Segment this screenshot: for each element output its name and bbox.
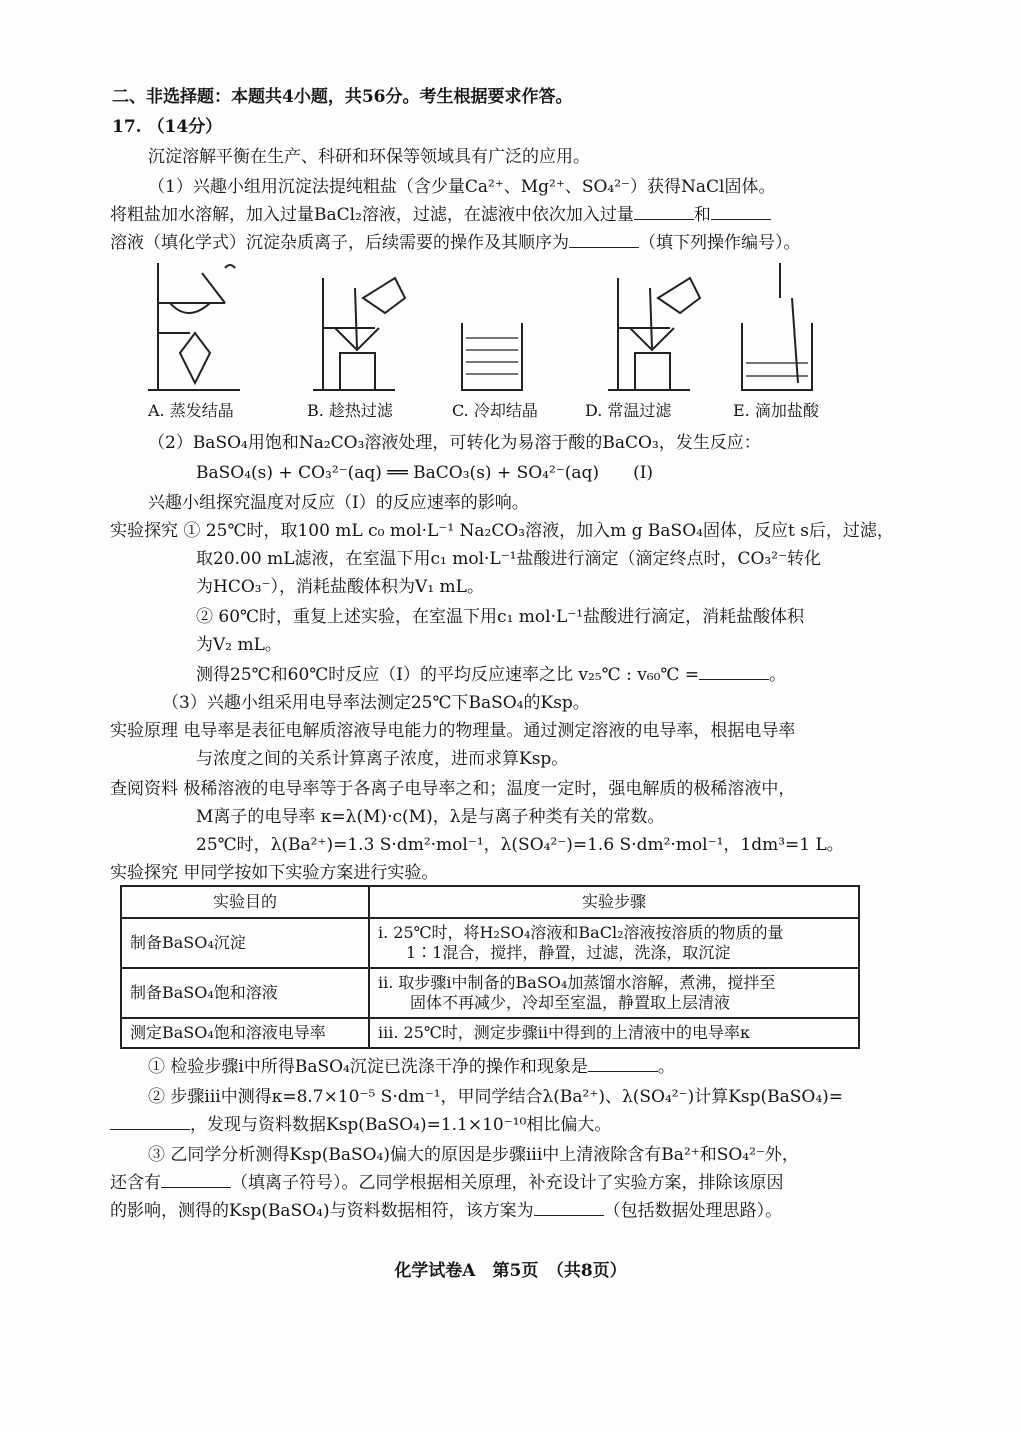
question3-line3	[110, 1200, 782, 1222]
question3-line1: ③ 乙同学分析测得Ksp(BaSO₄)偏大的原因是步骤iii中上清液除含有Ba²⁺和SO₄²⁻外，	[148, 1145, 799, 1165]
apparatus-drawings	[130, 258, 850, 393]
experiment1-line1: 实验探究 ① 25℃时，取100 mL c₀ mol·L⁻¹ Na₂CO₃溶液，加入m g BaSO₄固体，反应t s后，过滤，	[110, 521, 894, 541]
reaction-equation: BaSO₄(s) + CO₃²⁻(aq) ══ BaCO₃(s) + SO₄²⁻(aq) (I)	[196, 463, 654, 483]
question3-text: 还含有	[110, 1173, 161, 1193]
evaporation-apparatus	[148, 263, 240, 390]
table-row	[121, 1018, 859, 1048]
question3-text: （包括数据处理思路）。	[603, 1201, 783, 1221]
answer-blank[interactable]	[569, 247, 639, 248]
part1-line3-text: 溶液（填化学式）沉淀杂质离子，后续需要的操作及其顺序为	[110, 233, 569, 253]
question3-text: 的影响，测得的Ksp(BaSO₄)与资料数据相符，该方案为	[110, 1201, 534, 1221]
reference-line2: M离子的电导率 κ=λ(M)·c(M)，λ是与离子种类有关的常数。	[196, 807, 665, 827]
table-row	[121, 918, 859, 968]
table-cell-purpose: 测定BaSO₄饱和溶液电导率	[121, 1018, 369, 1048]
question3-line2	[110, 1172, 784, 1194]
caption-b: B. 趁热过滤	[307, 401, 393, 420]
caption-d: D. 常温过滤	[585, 401, 672, 420]
part3-line1: （3）兴趣小组采用电导率法测定25℃下BaSO₄的Ksp。	[162, 693, 590, 713]
table-header-row	[121, 886, 859, 918]
dropper-beaker	[742, 263, 812, 390]
step-line: 1∶1混合，搅拌，静置，过滤，洗涤，取沉淀	[406, 943, 731, 962]
table-cell-step	[369, 1018, 859, 1048]
rate-ratio-line: 测得25℃和60℃时反应（I）的平均反应速率之比 v₂₅℃ : v₆₀℃ = 。	[196, 665, 787, 685]
table-header: 实验目的	[121, 886, 369, 918]
part1-line1: （1）兴趣小组用沉淀法提纯粗盐（含少量Ca²⁺、Mg²⁺、SO₄²⁻）获得NaCl固体。	[148, 177, 776, 197]
reference-line3: 25℃时，λ(Ba²⁺)=1.3 S·dm²·mol⁻¹，λ(SO₄²⁻)=1.6 S·dm²·mol⁻¹，1dm³=1 L。	[196, 835, 844, 855]
experiment2-line1: ② 60℃时，重复上述实验，在室温下用c₁ mol·L⁻¹盐酸进行滴定，消耗盐酸体积	[196, 607, 805, 627]
hot-filtration-apparatus	[313, 278, 405, 390]
question-number: 17. （14分）	[112, 117, 223, 137]
answer-blank[interactable]	[711, 219, 771, 220]
experiment1-line2: 取20.00 mL滤液，在室温下用c₁ mol·L⁻¹盐酸进行滴定（滴定终点时，CO₃²⁻转化	[196, 549, 822, 569]
part2-line1: （2）BaSO₄用饱和Na₂CO₃溶液处理，可转化为易溶于酸的BaCO₃，发生反应：	[148, 433, 761, 453]
page-footer: 化学试卷A 第5页 （共8页）	[394, 1261, 627, 1281]
part1-line2	[110, 204, 771, 226]
caption-c: C. 冷却结晶	[452, 401, 538, 420]
step-line: i. 25℃时，将H₂SO₄溶液和BaCl₂溶液按溶质的物质的量	[378, 923, 784, 942]
part1-line3-tail: （填下列操作编号）。	[639, 233, 801, 253]
experiment-table	[120, 885, 860, 1049]
step-line: 固体不再减少，冷却至室温，静置取上层清液	[410, 993, 731, 1012]
part1-and: 和	[693, 205, 711, 225]
answer-blank[interactable]	[110, 1129, 190, 1130]
answer-blank[interactable]	[634, 219, 694, 220]
experiment2-line2: 为V₂ mL。	[196, 635, 282, 655]
question2-line1: ② 步骤iii中测得κ=8.7×10⁻⁵ S·dm⁻¹，甲同学结合λ(Ba²⁺)、λ(SO₄²⁻)计算Ksp(BaSO₄)=	[148, 1087, 844, 1107]
answer-blank[interactable]	[699, 679, 769, 680]
question1-text: ① 检验步骤i中所得BaSO₄沉淀已洗涤干净的操作和现象是	[148, 1057, 588, 1077]
section-heading: 二、非选择题：本题共4小题，共56分。考生根据要求作答。	[112, 87, 573, 107]
table-cell-purpose: 制备BaSO₄沉淀	[121, 918, 369, 968]
table-cell-step	[369, 918, 859, 968]
part1-line2-text: 将粗盐加水溶解，加入过量BaCl₂溶液，过滤，在滤液中依次加入过量	[110, 205, 634, 225]
answer-blank[interactable]	[534, 1215, 604, 1216]
table-cell-purpose: 制备BaSO₄饱和溶液	[121, 968, 369, 1018]
table-header: 实验步骤	[369, 886, 859, 918]
table-cell-step	[369, 968, 859, 1018]
question2-tail: ，发现与资料数据Ksp(BaSO₄)=1.1×10⁻¹⁰相比偏大。	[190, 1115, 612, 1135]
question1-line: ① 检验步骤i中所得BaSO₄沉淀已洗涤干净的操作和现象是 。	[148, 1057, 675, 1077]
principle-line1: 实验原理 电导率是表征电解质溶液导电能力的物理量。通过测定溶液的电导率，根据电导率	[110, 721, 796, 741]
experiment-intro: 实验探究 甲同学按如下实验方案进行实验。	[110, 863, 439, 883]
caption-e: E. 滴加盐酸	[733, 401, 819, 420]
room-filtration-apparatus	[608, 278, 700, 390]
question2-line2	[110, 1114, 611, 1136]
rate-ratio-text: 测得25℃和60℃时反应（I）的平均反应速率之比 v₂₅℃ : v₆₀℃ =	[196, 665, 700, 685]
answer-blank[interactable]	[161, 1187, 231, 1188]
answer-blank[interactable]	[588, 1071, 658, 1072]
question3-text: （填离子符号）。乙同学根据相关原理，补充设计了实验方案，排除该原因	[231, 1173, 784, 1193]
step-line: iii. 25℃时，测定步骤ii中得到的上清液中的电导率κ	[378, 1023, 751, 1042]
part1-line3	[110, 232, 801, 254]
experiment1-line3: 为HCO₃⁻），消耗盐酸体积为V₁ mL。	[196, 577, 484, 597]
step-line: ii. 取步骤i中制备的BaSO₄加蒸馏水溶解，煮沸，搅拌至	[378, 973, 776, 992]
cooling-beaker	[462, 323, 522, 390]
part2-line3: 兴趣小组探究温度对反应（I）的反应速率的影响。	[148, 493, 529, 513]
intro-text: 沉淀溶解平衡在生产、科研和环保等领域具有广泛的应用。	[148, 147, 590, 167]
reference-line1: 查阅资料 极稀溶液的电导率等于各离子电导率之和；温度一定时，强电解质的极稀溶液中，	[110, 779, 796, 799]
table-row	[121, 968, 859, 1018]
principle-line2: 与浓度之间的关系计算离子浓度，进而求算Ksp。	[196, 749, 569, 769]
caption-a: A. 蒸发结晶	[148, 401, 234, 420]
apparatus-figure	[130, 258, 850, 418]
